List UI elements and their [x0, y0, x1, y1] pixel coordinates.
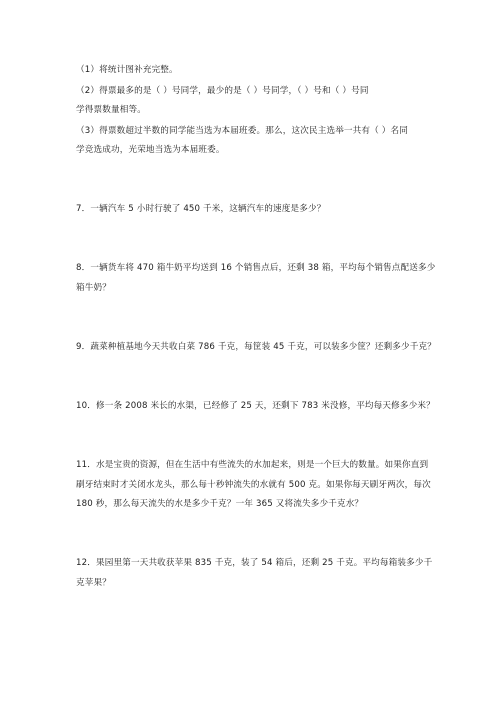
question-8-line-2: 箱牛奶？	[76, 283, 111, 293]
part-3-question-line-2: 学竞选成功，光荣地当选为本届班委。	[76, 145, 225, 155]
question-11-line-2: 刷牙结束时才关闭水龙头，那么每十秒钟流失的水就有 500 克。如果你每天刷牙两次，每次	[76, 480, 431, 490]
question-10: 10．修一条 2008 米长的水渠，已经修了 25 天，还剩下 783 米没修，平均每天修多少米？	[76, 401, 435, 411]
part-2-question-line-2: 学得票数量相等。	[76, 105, 146, 115]
question-7: 7．一辆汽车 5 小时行驶了 450 千米，这辆汽车的速度是多少？	[76, 204, 326, 214]
question-9: 9．蔬菜种植基地今天共收白菜 786 千克，每筐装 45 千克，可以装多少筐？还剩多少千克？	[76, 342, 437, 352]
question-11-line-3: 180 秒，那么每天流失的水是多少千克？一年 365 又将流失多少千克水？	[76, 499, 364, 509]
part-3-question-line-1: （3）得票数超过半数的同学能当选为本届班委。那么，这次民主选举一共有（ ）名同	[76, 126, 409, 136]
question-12-line-2: 克苹果？	[76, 578, 111, 588]
question-12-line-1: 12．果园里第一天共收获苹果 835 千克，装了 54 箱后，还剩 25 千克。平均每箱装多少千	[76, 558, 433, 568]
question-11-line-1: 11．水是宝贵的资源，但在生活中有些流失的水加起来，则是一个巨大的数量。如果你直到	[76, 460, 429, 470]
question-8-line-1: 8．一辆货车将 470 箱牛奶平均送到 16 个销售点后，还剩 38 箱，平均每个销售点配送多少	[76, 263, 436, 273]
part-2-question-line-1: （2）得票最多的是（ ）号同学，最少的是（ ）号同学，（ ）号和（ ）号同	[76, 86, 369, 96]
part-1-instruction: （1）将统计图补充完整。	[76, 65, 178, 75]
